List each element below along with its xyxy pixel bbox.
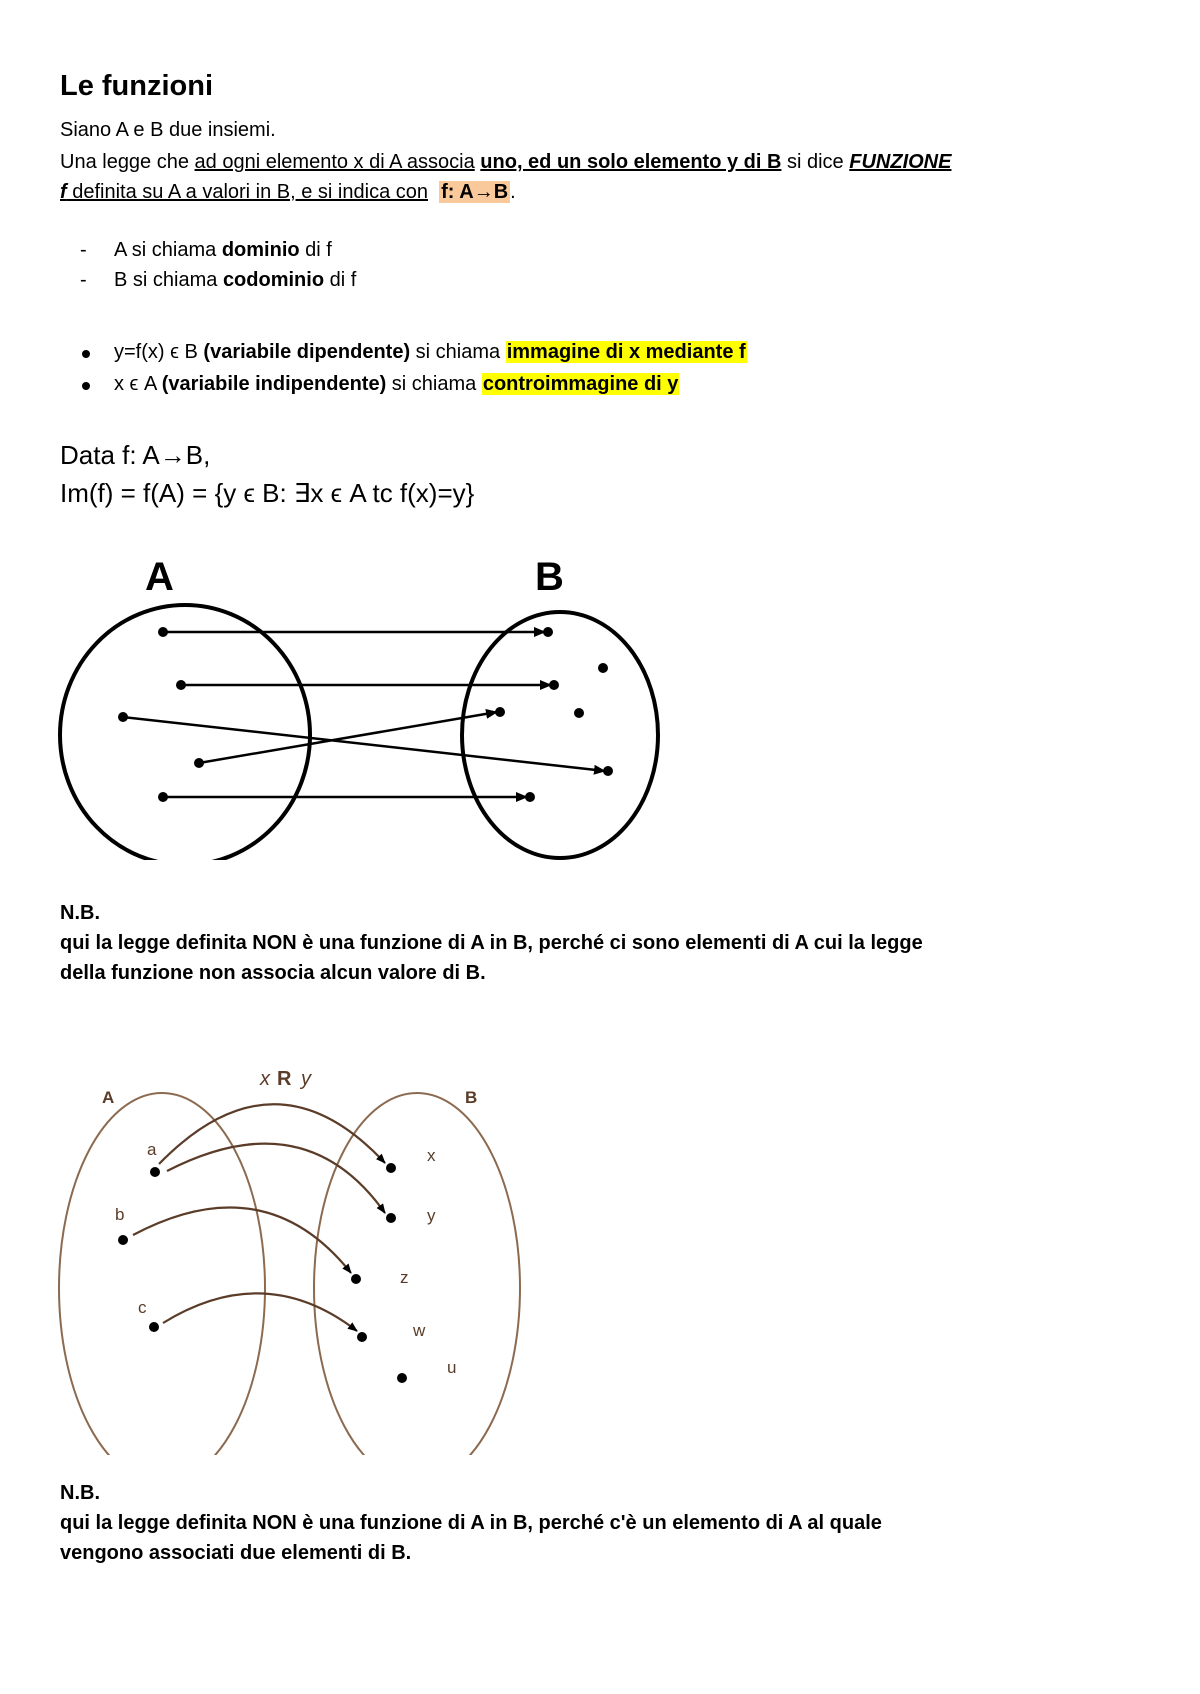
- element-c-label: c: [138, 1298, 147, 1317]
- relation-diagram-2: [55, 1055, 535, 1455]
- intro-line-1: Siano A e B due insiemi.: [60, 119, 276, 141]
- bullet-icon: [82, 382, 90, 390]
- list-text: di f: [324, 269, 357, 291]
- intro-underlined-text: ad ogni elemento x di A associa: [194, 151, 475, 173]
- mapping-arrow: [199, 712, 497, 763]
- list-text: di f: [299, 239, 332, 261]
- element-point: [150, 1167, 160, 1177]
- codomain-point: [574, 708, 584, 718]
- list-text: si chiama: [410, 341, 506, 363]
- element-x-label: x: [427, 1146, 436, 1165]
- set-b-label: B: [465, 1088, 478, 1107]
- intro-text-2: si dice: [781, 151, 850, 173]
- function-notation: f: A→B: [441, 181, 509, 203]
- intro-text: Una legge che: [60, 151, 195, 173]
- relation-arrow: [133, 1207, 351, 1273]
- element-z-label: z: [400, 1268, 409, 1287]
- element-point: [357, 1332, 367, 1342]
- element-u-label: u: [447, 1358, 457, 1377]
- intro-line-3: [60, 180, 516, 204]
- period: .: [510, 181, 516, 203]
- list-term: dominio: [221, 239, 300, 261]
- intro-line-2: [60, 150, 951, 174]
- intro-underlined-text-2: definita su A a valori in B, e si indica con: [66, 181, 428, 203]
- page-title: Le funzioni: [60, 70, 214, 102]
- relation-arrow: [159, 1104, 385, 1164]
- element-a-label: a: [147, 1140, 157, 1159]
- nb-text-line: vengono associati due elementi di B.: [60, 1542, 412, 1564]
- data-line-1: Data f: A→B,: [60, 440, 211, 470]
- set-b-ellipse: [314, 1093, 520, 1455]
- element-point: [118, 1235, 128, 1245]
- nb-label: N.B.: [60, 902, 100, 924]
- nb-text-line: qui la legge definita NON è una funzione di A in B, perché ci sono elementi di A cui la legge: [60, 932, 923, 954]
- set-b-ellipse: [462, 612, 658, 858]
- highlighted-term: controimmagine di y: [482, 373, 679, 395]
- list-term: codominio: [222, 269, 325, 291]
- set-a-label: A: [145, 555, 174, 599]
- list-term: (variabile dipendente): [203, 341, 411, 363]
- set-b-label: B: [535, 555, 564, 599]
- element-w-label: w: [413, 1321, 426, 1340]
- funzione-term: FUNZIONE: [849, 151, 952, 173]
- nb-text-line: della funzione non associa alcun valore di B.: [60, 962, 486, 984]
- f-symbol: f: [60, 181, 67, 203]
- relation-arrow: [163, 1293, 357, 1331]
- relation-arrow: [167, 1144, 385, 1213]
- mapping-diagram-1: [55, 540, 675, 860]
- dash-marker: -: [80, 239, 87, 261]
- list-text: y=f(x) ϵ B: [114, 341, 204, 363]
- set-a-label: A: [102, 1088, 115, 1107]
- element-point: [386, 1213, 396, 1223]
- list-text: si chiama: [386, 373, 482, 395]
- list-text: A si chiama: [114, 239, 222, 261]
- element-point: [149, 1322, 159, 1332]
- element-point: [351, 1274, 361, 1284]
- list-text: x ϵ A: [114, 373, 162, 395]
- image-definition: Im(f) = f(A) = {y ϵ B: ∃x ϵ A tc f(x)=y}: [60, 478, 475, 508]
- element-point: [397, 1373, 407, 1383]
- intro-space-2: [428, 181, 439, 203]
- element-point: [386, 1163, 396, 1173]
- nb-label: N.B.: [60, 1482, 100, 1504]
- relation-x: x: [260, 1068, 270, 1090]
- element-b-label: b: [115, 1205, 125, 1224]
- bullet-icon: [82, 350, 90, 358]
- list-term: (variabile indipendente): [161, 373, 387, 395]
- nb-text-line: qui la legge definita NON è una funzione di A in B, perché c'è un elemento di A al quale: [60, 1512, 882, 1534]
- dash-marker: -: [80, 269, 87, 291]
- relation-y: y: [301, 1068, 311, 1090]
- relation-r: R: [277, 1068, 292, 1090]
- highlighted-term: immagine di x mediante f: [506, 341, 746, 363]
- intro-emphasis: uno, ed un solo elemento y di B: [480, 151, 782, 173]
- codomain-point: [598, 663, 608, 673]
- element-y-label: y: [427, 1206, 436, 1225]
- list-text: B si chiama: [114, 269, 223, 291]
